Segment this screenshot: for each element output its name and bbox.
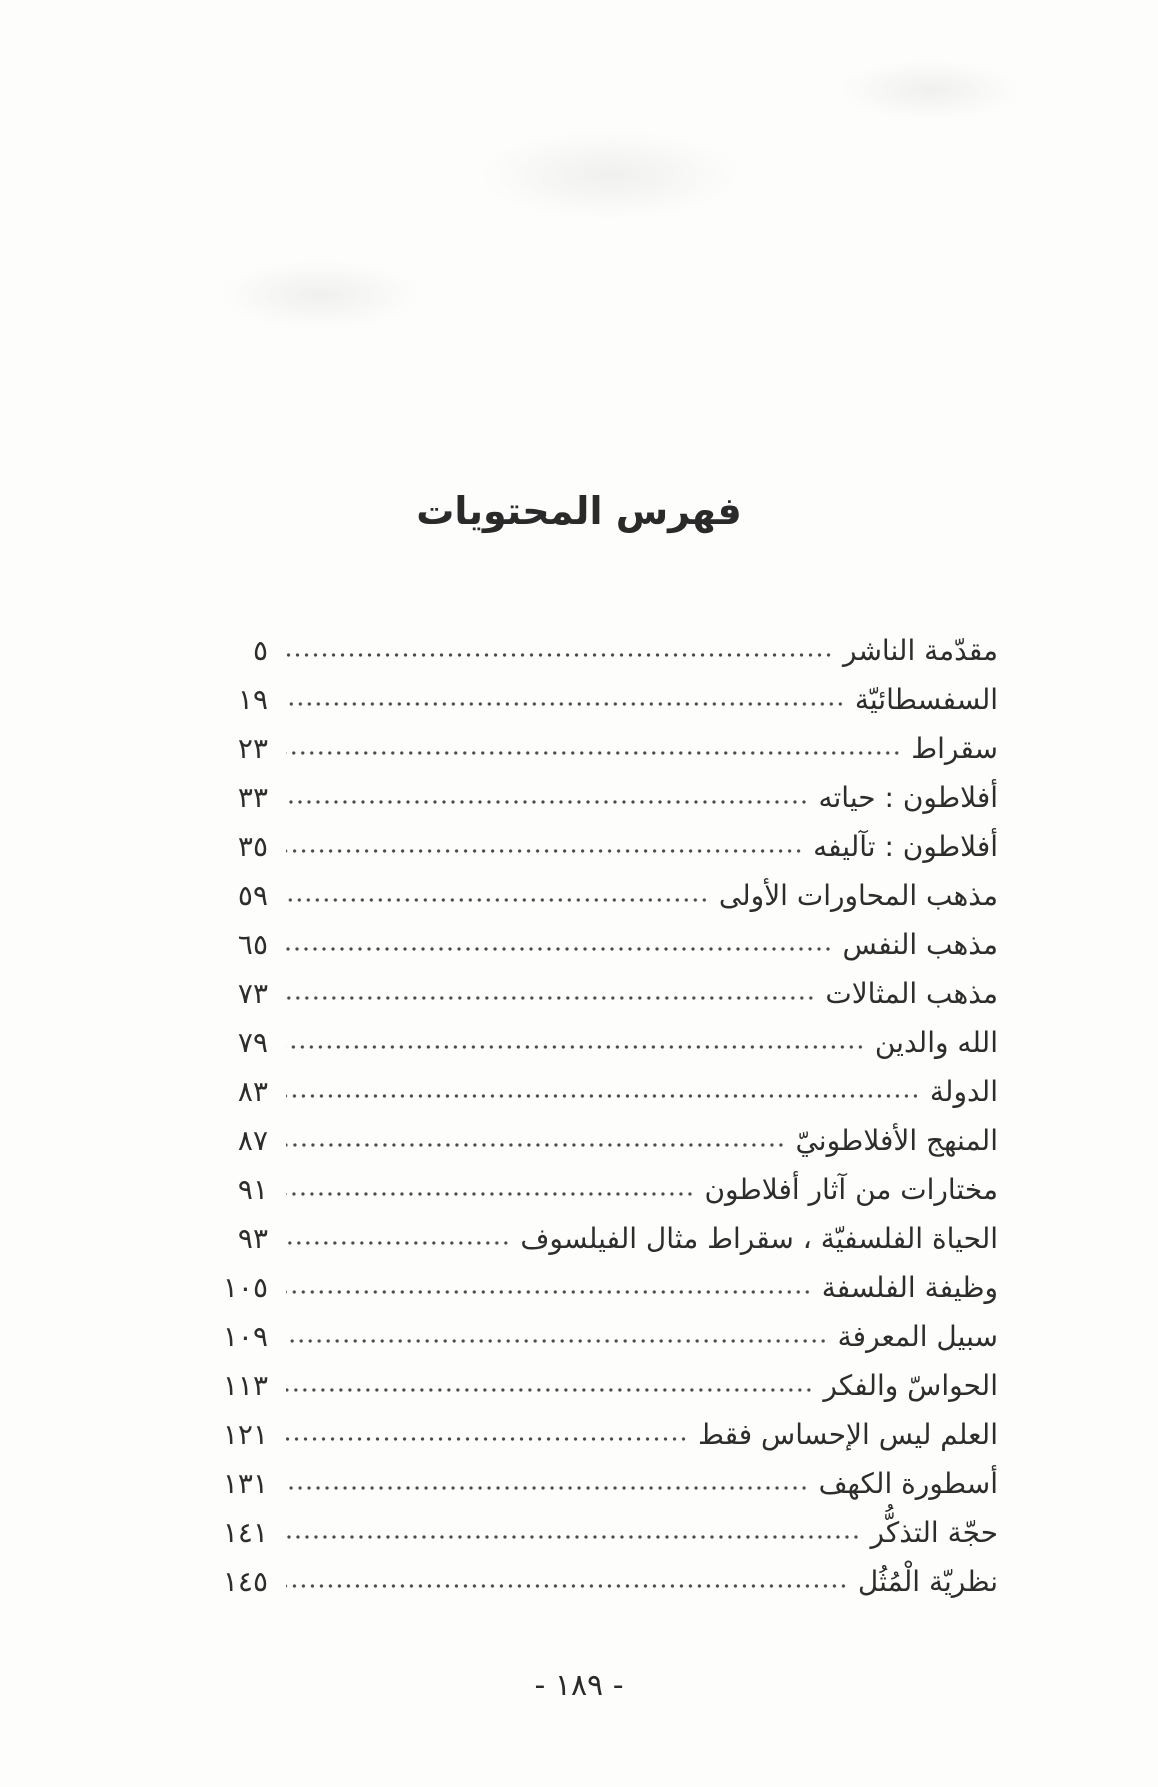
toc-entry [188,1210,998,1259]
toc-entry-label: السفسطائيّة [854,683,998,716]
toc-entry-label: أسطورة الكهف [818,1467,998,1500]
toc-entry-label: الله والدين [874,1026,998,1059]
toc-entry-label: أفلاطون : تآليفه [813,830,998,863]
toc-entry-page-number: ١٤٥ [222,1565,268,1598]
toc-entry [188,916,998,965]
toc-entry-page-number: ١٢١ [222,1418,268,1451]
toc-entry [188,1161,998,1210]
scan-smudge [840,60,1020,120]
toc-entry-page-number: ٥٩ [237,879,268,912]
toc-entry-label: مذهب المثالات [825,977,998,1010]
toc-entry-page-number: ١٤١ [222,1516,268,1549]
toc-entry [188,1308,998,1357]
toc-entry-page-number: ١٠٩ [222,1320,268,1353]
toc-entry-page-number: ١٣١ [222,1467,268,1500]
toc-entry-label: حجّة التذكُّر [870,1516,998,1549]
toc-entry [188,818,998,867]
toc-dot-leader [286,1504,860,1553]
toc-entry-label: العلم ليس الإحساس فقط [698,1418,998,1451]
toc-dot-leader [286,1357,813,1406]
toc-dot-leader [286,1553,848,1602]
toc-entry-page-number: ٣٣ [237,781,268,814]
toc-entry-label: الدولة [929,1075,998,1108]
toc-entry [188,1455,998,1504]
toc-dot-leader [286,867,709,916]
toc-entry-page-number: ٥ [252,634,268,667]
toc-dot-leader [286,671,845,720]
toc-dot-leader [286,965,815,1014]
toc-entry [188,671,998,720]
toc-entry-label: مقدّمة الناشر [843,634,998,667]
toc-entry [188,720,998,769]
toc-entry [188,1553,998,1602]
toc-dot-leader [286,1063,920,1112]
toc-dot-leader [286,818,803,867]
toc-entry-label: مختارات من آثار أفلاطون [704,1173,998,1206]
toc-entry-label: مذهب النفس [842,928,998,961]
toc-entry-label: الحواسّ والفكر [823,1369,998,1402]
toc-entry [188,1063,998,1112]
toc-dot-leader [286,1455,809,1504]
toc-entry [188,1112,998,1161]
toc-entry [188,622,998,671]
toc-entry-label: مذهب المحاورات الأولى [718,879,998,912]
toc-entry [188,965,998,1014]
toc-dot-leader [286,622,833,671]
toc-entry [188,1014,998,1063]
table-of-contents [188,622,998,1602]
toc-entry-page-number: ٩١ [237,1173,268,1206]
toc-entry-label: سبيل المعرفة [837,1320,998,1353]
toc-entry-label: الحياة الفلسفيّة ، سقراط مثال الفيلسوف [520,1222,998,1255]
toc-entry [188,1406,998,1455]
scan-smudge [480,130,740,220]
toc-entry-page-number: ١٠٥ [222,1271,268,1304]
toc-entry [188,769,998,818]
toc-dot-leader [286,1406,688,1455]
toc-dot-leader [286,1259,812,1308]
toc-dot-leader [286,769,808,818]
toc-entry [188,867,998,916]
toc-entry [188,1259,998,1308]
scan-smudge [220,260,420,330]
toc-entry-label: المنهج الأفلاطونيّ [795,1124,998,1157]
toc-entry-page-number: ٣٥ [237,830,268,863]
toc-entry-page-number: ٢٣ [237,732,268,765]
toc-dot-leader [286,1210,510,1259]
toc-entry-page-number: ٨٧ [237,1124,268,1157]
toc-entry-page-number: ٧٣ [237,977,268,1010]
toc-entry [188,1357,998,1406]
toc-entry-page-number: ٩٣ [237,1222,268,1255]
toc-entry [188,1504,998,1553]
toc-dot-leader [286,1112,785,1161]
toc-entry-label: سقراط [911,732,998,765]
toc-entry-page-number: ٦٥ [237,928,268,961]
toc-entry-label: أفلاطون : حياته [818,781,998,814]
toc-dot-leader [286,1161,694,1210]
toc-entry-page-number: ٧٩ [237,1026,268,1059]
toc-entry-page-number: ١١٣ [222,1369,268,1402]
toc-dot-leader [286,1308,828,1357]
toc-dot-leader [286,916,833,965]
toc-entry-label: نظريّة الْمُثُل [857,1565,998,1598]
toc-entry-page-number: ١٩ [237,683,268,716]
toc-dot-leader [286,720,901,769]
toc-dot-leader [286,1014,865,1063]
toc-entry-page-number: ٨٣ [237,1075,268,1108]
toc-entry-label: وظيفة الفلسفة [821,1271,998,1304]
page-title: فهرس المحتويات [416,489,742,533]
folio-page-number: - ١٨٩ - [534,1668,624,1703]
